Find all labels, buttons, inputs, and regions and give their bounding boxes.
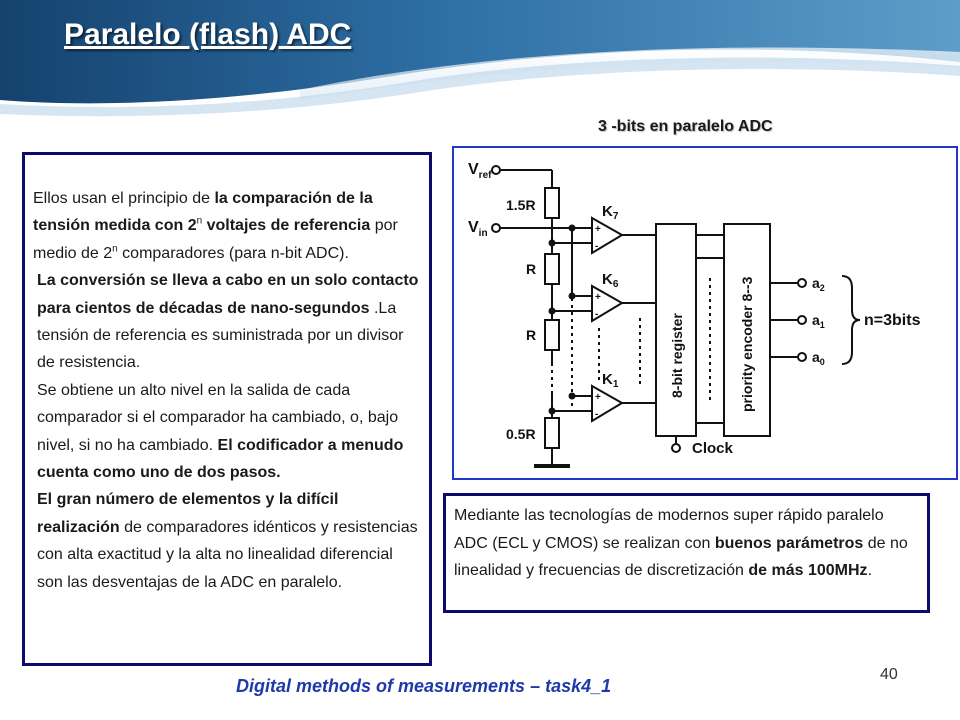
paragraph-output-level: [33, 377, 421, 487]
plus-k6: +: [595, 292, 601, 303]
text-run: de comparadores idénticos y resistencias con alta exactitud y la alta no linealidad diferencial son las desventajas de la ADC en paralelo.: [37, 518, 418, 591]
slide-title: Paralelo (flash) ADC: [64, 18, 352, 51]
label-encoder: priority encoder 8--3: [739, 276, 755, 412]
bold-run: El codificador a menudo cuenta como uno de dos pasos.: [37, 436, 404, 482]
resistor-0-5r: [545, 418, 559, 448]
bold-run: El gran número de elementos y la difícil realización: [37, 491, 339, 536]
plus-k1: +: [595, 392, 601, 403]
label-register: 8-bit register: [669, 313, 685, 398]
minus-k7: -: [595, 241, 599, 252]
paragraph-conversion: [33, 267, 421, 377]
label-resistor-r-lower: R: [526, 327, 537, 343]
bold-run: La conversión se lleva a cabo en un solo contacto para cientos de décadas de nano-segundos: [37, 272, 419, 317]
label-resistor-1-5r: 1.5R: [506, 197, 536, 213]
text-run: comparadores (para n-bit ADC).: [117, 244, 349, 262]
label-a2: $a_2$: [812, 275, 825, 293]
label-k7: $K_7$: [602, 203, 619, 222]
resistor-r-upper: [545, 254, 559, 284]
text-run: de no linealidad y frecuencias de discretización: [454, 534, 908, 580]
page-number: 40: [880, 666, 898, 683]
diagram-caption: 3 -bits en paralelo ADC: [598, 118, 773, 135]
footer-course-title: Digital methods of measurements – task4_1: [236, 676, 612, 696]
text-run: Mediante las tecnologías de modernos super rápido paralelo ADC (ECL y CMOS) se realizan con: [454, 507, 884, 552]
paragraph-disadvantages: [33, 486, 421, 596]
superscript: n: [112, 243, 118, 255]
paragraph-technology: [454, 502, 919, 585]
minus-k1: -: [595, 409, 599, 420]
label-clock: Clock: [692, 440, 733, 457]
label-a0: $a_0$: [812, 349, 825, 367]
minus-k6: -: [595, 309, 599, 320]
text-run: .: [867, 562, 873, 580]
circuit-diagram-frame: [452, 146, 958, 480]
bold-run: buenos parámetros: [714, 534, 864, 552]
paragraph-principle: [33, 185, 421, 267]
bold-run: de más 100MHz: [748, 562, 868, 580]
flash-adc-circuit-diagram: [454, 148, 956, 478]
text-run: .La tensión de referencia es suministrada por un divisor de resistencia.: [37, 299, 404, 372]
label-vin: $V_{in}$: [468, 219, 488, 239]
resistor-1-5r: [545, 188, 559, 218]
resistor-r-lower: [545, 320, 559, 350]
text-run: Se obtiene un alto nivel en la salida de cada comparador si el comparador ha cambiado, o, bajo nivel, si no ha cambiado.: [37, 381, 399, 454]
description-text-box: [22, 152, 432, 666]
bold-run: la comparación de la tensión medida con 2: [33, 190, 373, 235]
superscript: n: [196, 216, 203, 228]
label-resistor-r-upper: R: [526, 261, 537, 277]
plus-k7: +: [595, 224, 601, 235]
label-a1: $a_1$: [812, 312, 825, 330]
bold-run: voltajes de referencia: [202, 217, 371, 235]
label-k1: $K_1$: [602, 371, 619, 390]
text-run: Ellos usan el principio de: [33, 190, 215, 207]
label-k6: $K_6$: [602, 271, 619, 290]
text-run: por medio de 2: [33, 217, 398, 262]
label-n-bits: n=3bits: [864, 312, 921, 329]
label-resistor-0-5r: 0.5R: [506, 426, 536, 442]
label-vref: $V_{ref}$: [468, 161, 492, 181]
technology-note-box: [443, 493, 930, 613]
